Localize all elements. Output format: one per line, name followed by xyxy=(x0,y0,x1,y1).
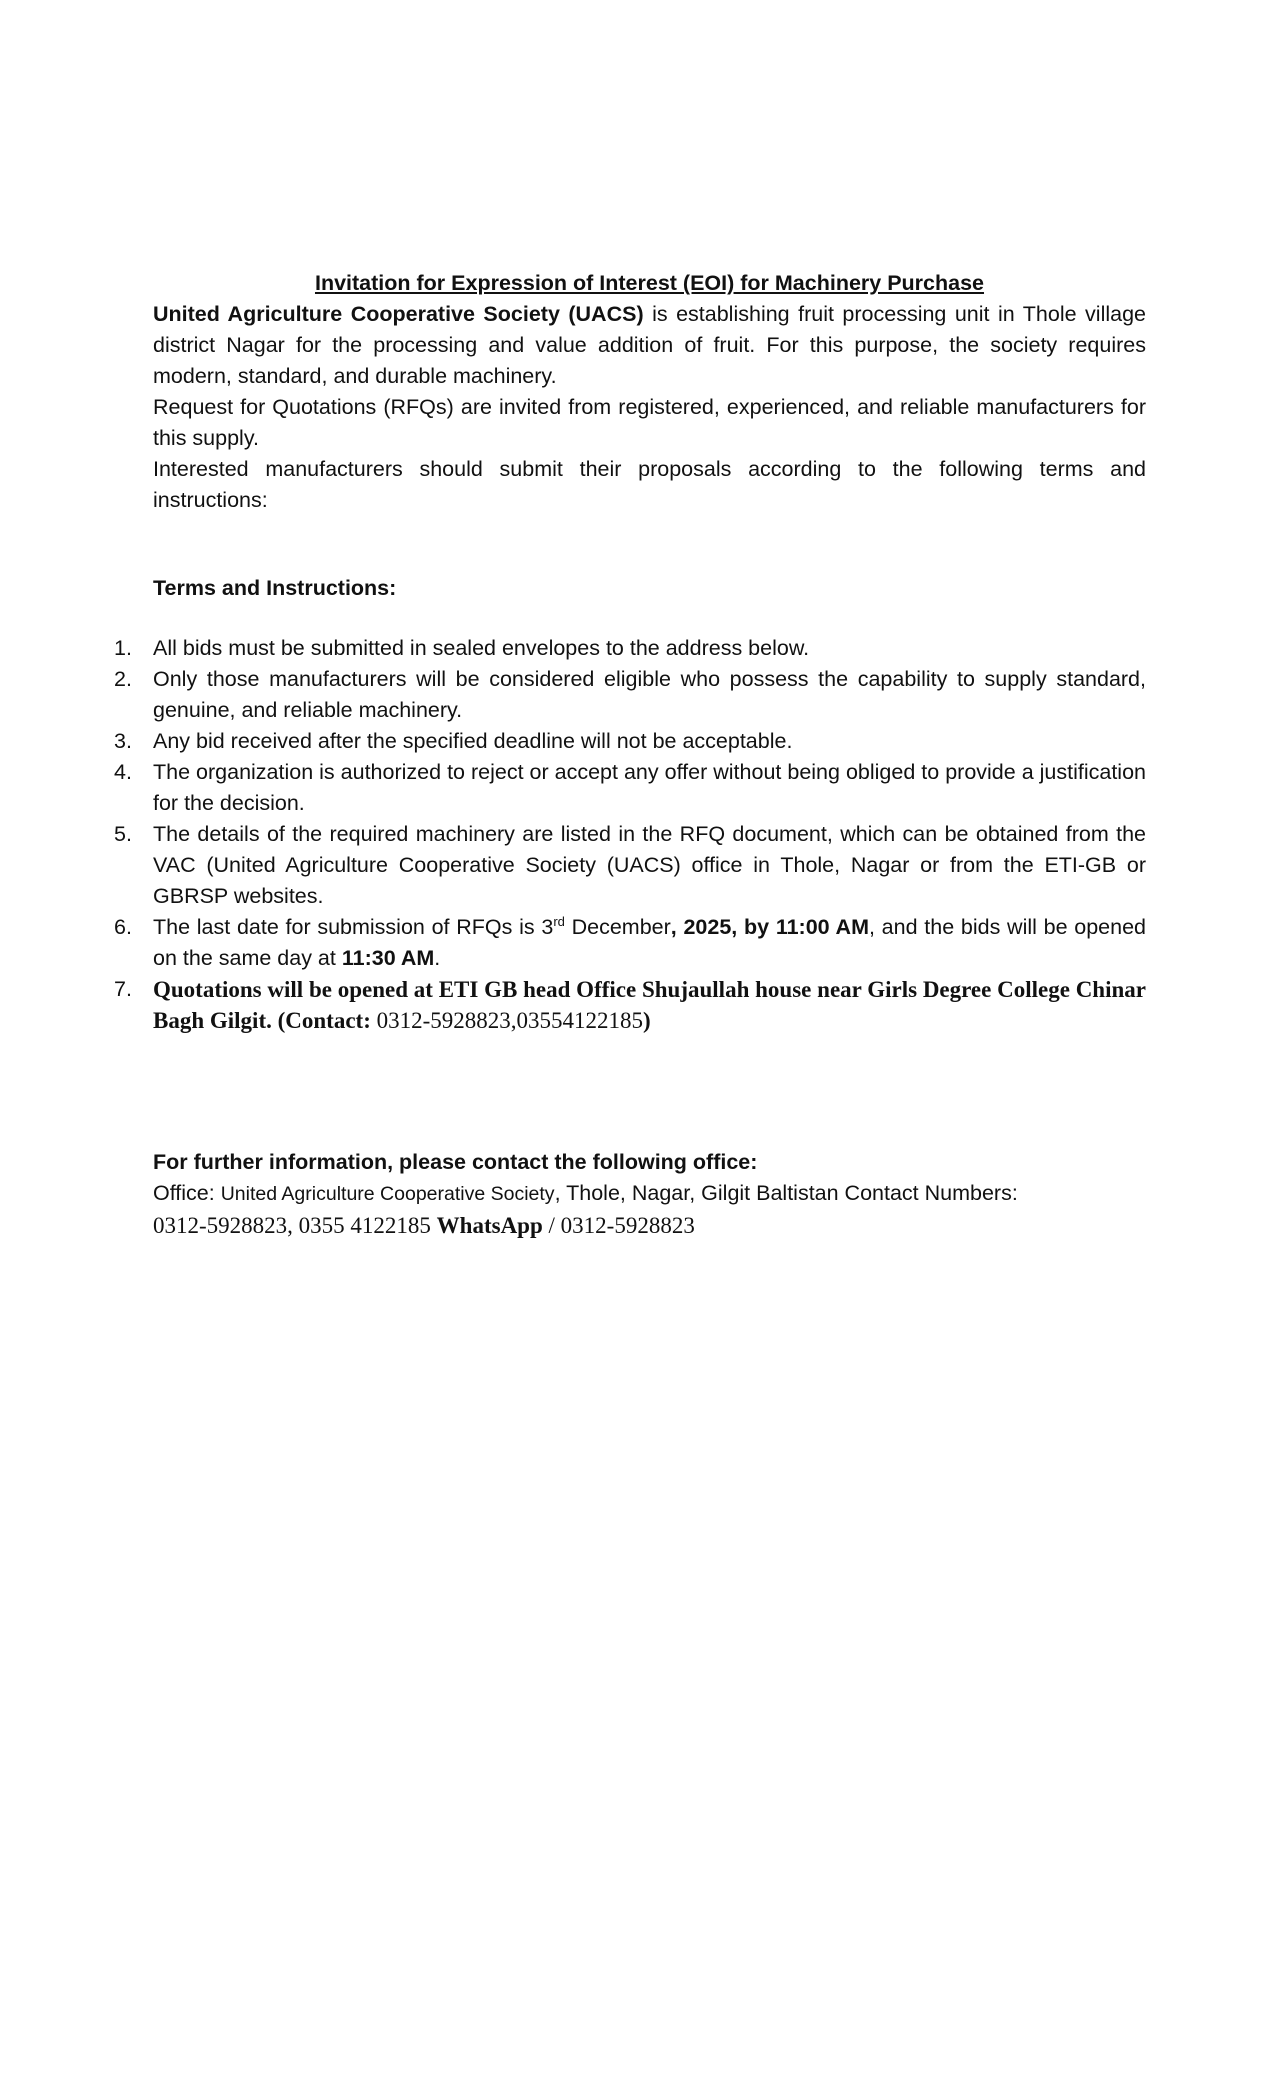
term-number: 6. xyxy=(114,915,132,939)
term-item xyxy=(114,664,1146,726)
term-text: The organization is authorized to reject or accept any offer without being obliged to provide a justification for the decision. xyxy=(153,760,1146,815)
venue-text: Quotations will be opened at ETI GB head Office Shujaullah house near Girls Degree College Chinar Bagh Gilgit. (Contact: xyxy=(153,977,1146,1033)
term-number: 2. xyxy=(114,667,132,691)
office-label: Office: xyxy=(153,1181,221,1205)
term-item xyxy=(114,819,1146,912)
term-number: 7. xyxy=(114,977,132,1001)
terms-heading: Terms and Instructions: xyxy=(153,576,397,600)
contact-numbers: 0312-5928823, 0355 4122185 xyxy=(153,1213,437,1238)
intro-text: is establishing fruit processing unit in Thole village district Nagar for the processing and value addition of fruit. For this purpose, the society requires modern, standard, and durable machinery. xyxy=(153,302,1147,388)
notice-title: Invitation for Expression of Interest (EOI) for Machinery Purchase xyxy=(314,271,985,295)
deadline-month: December xyxy=(564,915,671,939)
opening-time: 11:30 AM xyxy=(341,946,435,970)
term-item xyxy=(114,633,1146,664)
deadline-period: . xyxy=(434,946,441,970)
term-item xyxy=(114,726,1146,757)
term-number: 1. xyxy=(114,636,132,660)
rfq-paragraph: Request for Quotations (RFQs) are invited from registered, experienced, and reliable manufacturers for this supply. xyxy=(153,395,1146,450)
whatsapp-label: WhatsApp xyxy=(436,1213,543,1238)
term-item-opening-venue xyxy=(114,974,1146,1036)
deadline-date-time: , 2025, by 11:00 AM xyxy=(670,915,869,939)
organization-name: United Agriculture Cooperative Society (UACS) xyxy=(153,302,644,326)
notice-body xyxy=(114,268,1147,1241)
term-number: 4. xyxy=(114,760,132,784)
term-text: The details of the required machinery are listed in the RFQ document, which can be obtained from the VAC (United Agriculture Cooperative Society (UACS) office in Thole, Nagar or from the ETI-GB or GBRSP websites. xyxy=(153,822,1146,908)
term-item-deadline xyxy=(114,912,1147,974)
venue-phones: 0312-5928823,03554122185 xyxy=(376,1008,644,1033)
term-number: 3. xyxy=(114,729,132,753)
terms-list xyxy=(114,633,1147,1036)
date-suffix: rd xyxy=(553,913,565,929)
office-line xyxy=(153,1178,1146,1210)
office-name: United Agriculture Cooperative Society xyxy=(220,1183,555,1205)
instructions-paragraph: Interested manufacturers should submit their proposals according to the following terms and instructions: xyxy=(153,457,1146,512)
office-location: , Thole, Nagar, Gilgit Baltistan Contact Numbers: xyxy=(554,1181,1018,1205)
term-item xyxy=(114,757,1146,819)
term-text: Only those manufacturers will be considered eligible who possess the capability to supply standard, genuine, and reliable machinery. xyxy=(153,667,1146,722)
contact-numbers-line xyxy=(153,1210,1146,1241)
deadline-text: The last date for submission of RFQs is 3 xyxy=(153,915,554,939)
term-text: All bids must be submitted in sealed envelopes to the address below. xyxy=(153,636,810,660)
term-text: Any bid received after the specified deadline will not be acceptable. xyxy=(153,729,793,753)
contact-heading: For further information, please contact the following office: xyxy=(153,1150,758,1174)
whatsapp-number: / 0312-5928823 xyxy=(542,1213,695,1238)
venue-close: ) xyxy=(643,1008,651,1033)
opening-text: , and the bids will be opened on the same day at xyxy=(153,915,1147,970)
intro-paragraph xyxy=(153,299,1146,392)
term-number: 5. xyxy=(114,822,132,846)
